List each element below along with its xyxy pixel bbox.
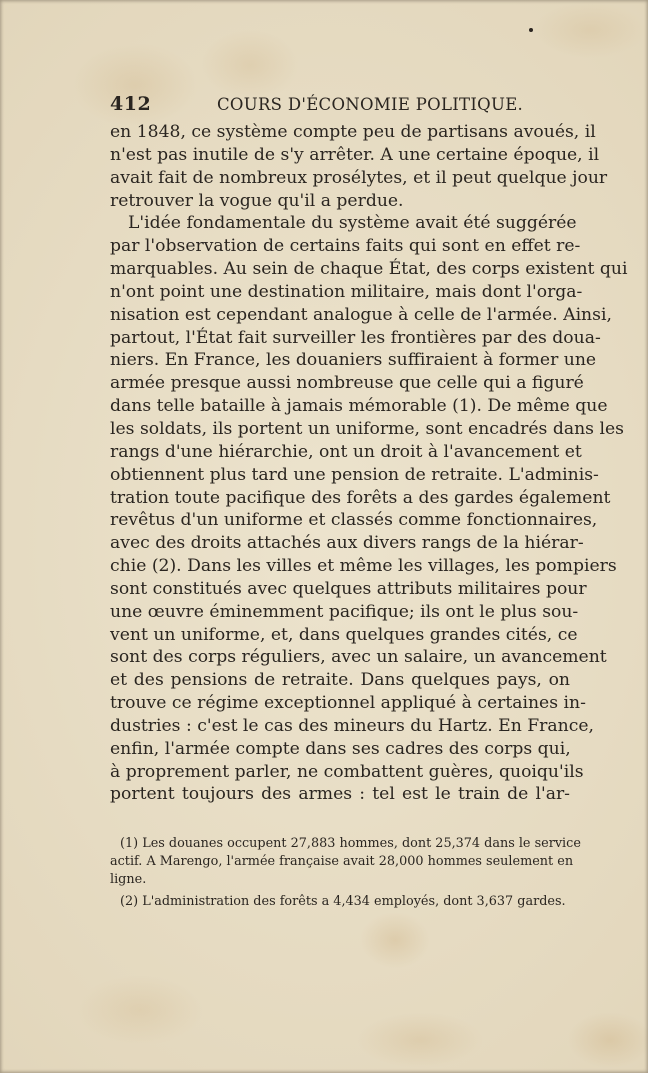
text-line: L'idée fondamentale du système avait été suggérée [128, 213, 577, 234]
text-line: une œuvre éminemment pacifique; ils ont le plus sou- [110, 601, 579, 622]
text-line: dustries : c'est le cas des mineurs du Hartz. En France, [110, 715, 594, 736]
text-line: niers. En France, les douaniers suffiraient à former une [110, 350, 597, 371]
text-line: retrouver la vogue qu'il a perdue. [110, 190, 404, 211]
text-line: partout, l'État fait surveiller les frontières par des doua- [110, 327, 601, 348]
text-line: obtiennent plus tard une pension de retraite. L'adminis- [110, 464, 599, 485]
footnote-1-line: ligne. [110, 872, 147, 888]
footnotes [110, 835, 581, 911]
footnote-2: (2) L'administration des forêts a 4,434 employés, dont 3,637 gardes. [120, 893, 566, 909]
running-title: COURS D'ÉCONOMIE POLITIQUE. [217, 95, 524, 114]
text-line: chie (2). Dans les villes et même les villages, les pompiers [110, 556, 617, 577]
text-line: armée presque aussi nombreuse que celle qui a figuré [110, 373, 584, 394]
text-line: avait fait de nombreux prosélytes, et il peut quelque jour [110, 167, 608, 188]
text-line: revêtus d'un uniforme et classés comme fonctionnaires, [110, 510, 598, 531]
text-line: par l'observation de certains faits qui sont en effet re- [110, 236, 581, 257]
text-line: marquables. Au sein de chaque État, des corps existent qui [110, 259, 628, 280]
text-line: n'ont point une destination militaire, mais dont l'orga- [110, 281, 583, 302]
footnote-1-line: actif. A Marengo, l'armée française avait 28,000 hommes seulement en [110, 854, 574, 870]
text-line: sont constitués avec quelques attributs militaires pour [110, 578, 587, 599]
text-line: rangs d'une hiérarchie, ont un droit à l'avancement et [110, 441, 582, 462]
text-line: vent un uniforme, et, dans quelques grandes cités, ce [110, 624, 578, 645]
text-line: avec des droits attachés aux divers rangs de la hiérar- [110, 533, 584, 554]
body-text [110, 121, 628, 806]
text-line: les soldats, ils portent un uniforme, sont encadrés dans les [110, 418, 624, 439]
text-line: trouve ce régime exceptionnel appliqué à certaines in- [110, 693, 586, 714]
text-line: sont des corps réguliers, avec un salaire, un avancement [110, 647, 607, 668]
page-header [110, 93, 570, 117]
text-line: et des pensions de retraite. Dans quelques pays, on [110, 670, 570, 691]
page-number: 412 [110, 93, 152, 115]
ink-speck [529, 28, 533, 32]
footnote-1-line: (1) Les douanes occupent 27,883 hommes, dont 25,374 dans le service [120, 836, 581, 851]
text-line: à proprement parler, ne combattent guères, quoiqu'ils [110, 761, 584, 782]
text-line: n'est pas inutile de s'y arrêter. A une certaine époque, il [110, 144, 600, 165]
text-line: tration toute pacifique des forêts a des gardes également [110, 487, 611, 508]
text-line: dans telle bataille à jamais mémorable (1). De même que [110, 396, 608, 417]
text-line: portent toujours des armes : tel est le train de l'ar- [110, 784, 570, 805]
text-line: enfin, l'armée compte dans ses cadres des corps qui, [110, 738, 571, 759]
text-line: nisation est cependant analogue à celle de l'armée. Ainsi, [110, 304, 612, 325]
text-line: en 1848, ce système compte peu de partisans avoués, il [110, 122, 596, 142]
